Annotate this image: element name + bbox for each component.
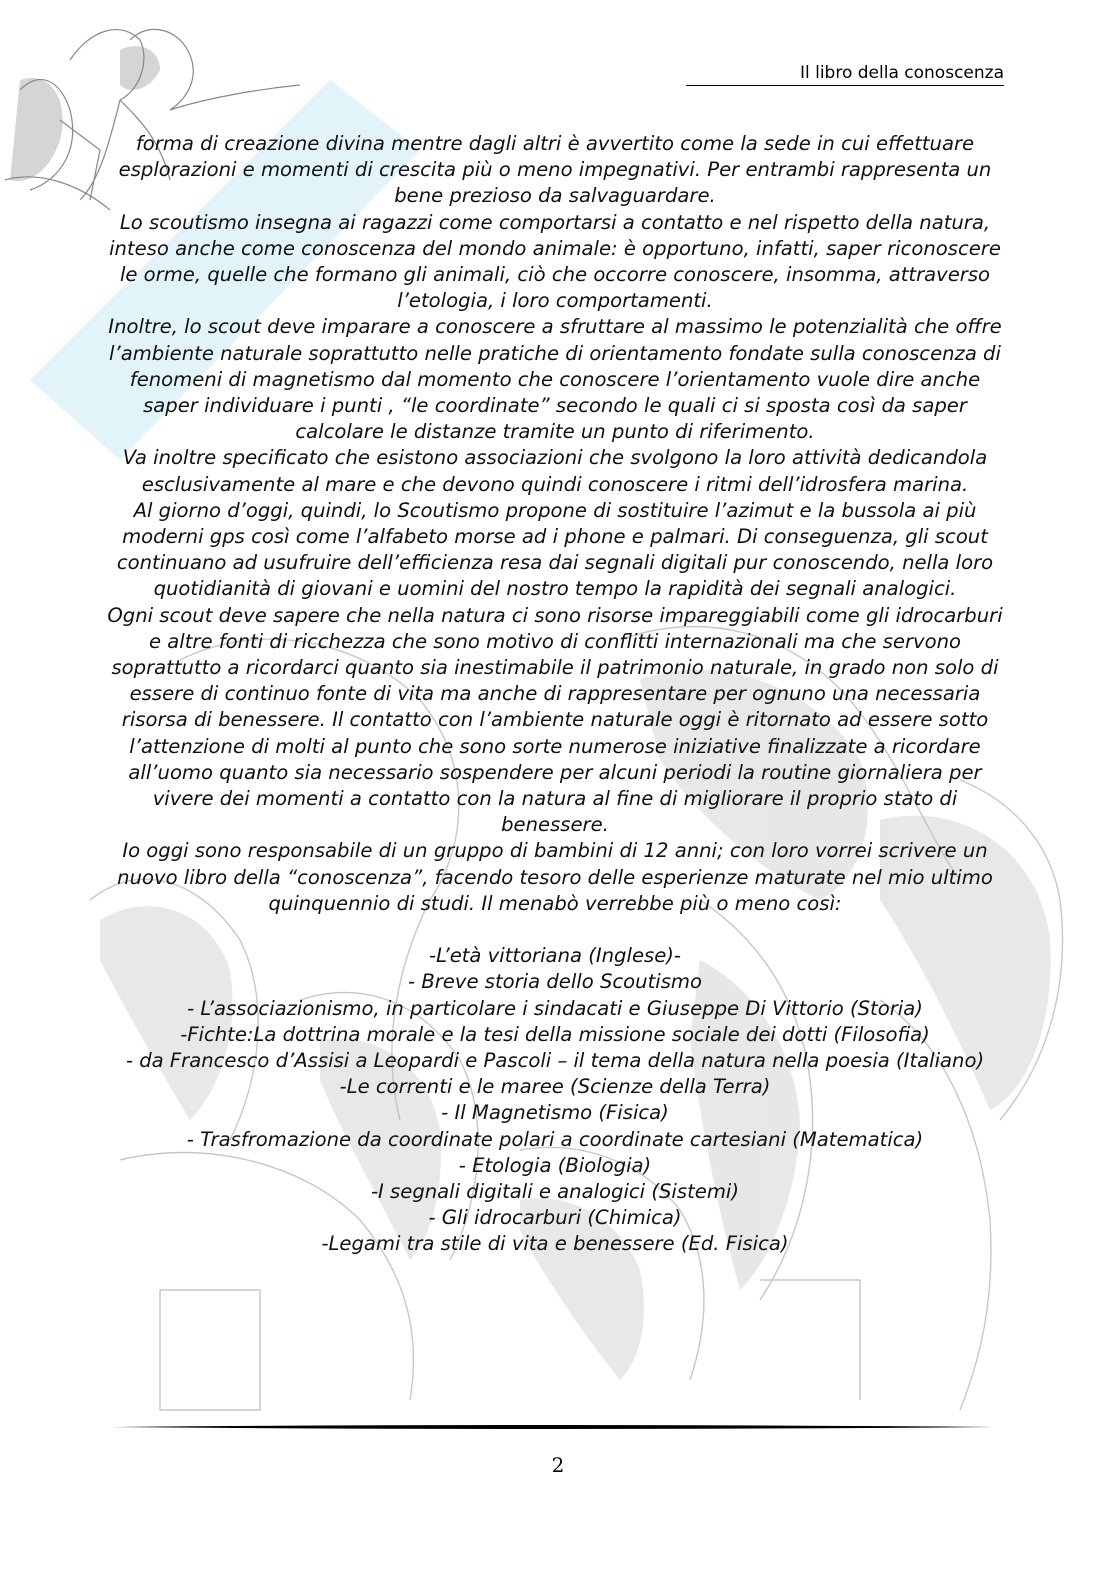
list-item: -Legami tra stile di vita e benessere (Ed. Fisica) [321, 1232, 789, 1256]
footer-rule [112, 1424, 994, 1430]
list-item: - L’associazionismo, in particolare i sindacati e Giuseppe Di Vittorio (Storia) [187, 996, 923, 1020]
blank-line [100, 917, 1010, 943]
list-item: - Etologia (Biologia) [458, 1153, 652, 1177]
page-number: 2 [551, 1453, 565, 1477]
list-item: - Trasfromazione da coordinate polari a coordinate cartesiani (Matematica) [186, 1127, 924, 1151]
paragraph: Lo scoutismo insegna ai ragazzi come comportarsi a contatto e nel rispetto della natura, inteso anche come conoscenza del mondo animale: è opportuno, infatti, saper riconoscere le orme, quelle che formano gli animali, ciò che occorre conoscere, insomma, attraverso l’etologia, i loro comportamenti. [109, 210, 1001, 313]
list-item: - Gli idrocarburi (Chimica) [428, 1206, 682, 1230]
topic-list [100, 943, 1010, 1257]
paragraph: Io oggi sono responsabile di un gruppo di bambini di 12 anni; con loro vorrei scrivere un nuovo libro della “conoscenza”, facendo tesoro delle esperienze maturate nel mio ultimo quinquennio di studi. Il menabò verrebbe più o meno così: [117, 839, 993, 915]
paragraph: forma di creazione divina mentre dagli altri è avvertito come la sede in cui effettuare esplorazioni e momenti di crescita più o meno impegnativi. Per entrambi rappresenta un bene prezioso da salvaguardare. [118, 132, 992, 208]
paragraph: Al giorno d’oggi, quindi, lo Scoutismo propone di sostituire l’azimut e la bussola ai più moderni gps così come l’alfabeto morse ad i phone e palmari. Di conseguenza, gli scout continuano ad usufruire dell’efficienza resa dai segnali digitali pur conoscendo, nella loro quotidianità di giovani e uomini del nostro tempo la rapidità dei segnali analogici. [116, 498, 994, 601]
list-item: - Il Magnetismo (Fisica) [441, 1101, 669, 1125]
paragraph: Ogni scout deve sapere che nella natura ci sono risorse impareggiabili come gli idrocarburi e altre fonti di ricchezza che sono motivo di conflitti internazionali ma che servono soprattutto a ricordarci quanto sia inestimabile il patrimonio naturale, in grado non solo di essere di continuo fonte di vita ma anche di rappresentare per ognuno una necessaria risorsa di benessere. Il contatto con l’ambiente naturale oggi è ritornato ad essere sotto l’attenzione di molti al punto che sono sorte numerose iniziative finalizzate a ricordare all’uomo quanto sia necessario sospendere per alcuni periodi la routine giornaliera per vivere dei momenti a contatto con la natura al fine di migliorare il proprio stato di benessere. [107, 603, 1003, 837]
paragraph: Inoltre, lo scout deve imparare a conoscere a sfruttare al massimo le potenzialità che offre l’ambiente naturale soprattutto nelle pratiche di orientamento fondate sulla conoscenza di fenomeni di magnetismo dal momento che conoscere l’orientamento vuole dire anche saper individuare i punti , “le coordinate” secondo le quali ci si sposta così da saper calcolare le distanze tramite un punto di riferimento. [108, 315, 1002, 444]
body-text [100, 131, 1010, 1258]
list-item: - Breve storia dello Scoutismo [408, 970, 702, 994]
paragraph: Va inoltre specificato che esistono associazioni che svolgono la loro attività dedicandola esclusivamente al mare e che devono quindi conoscere i ritmi dell’idrosfera marina. [122, 446, 988, 496]
list-item: -I segnali digitali e analogici (Sistemi) [370, 1179, 739, 1203]
list-item: -Le correnti e le maree (Scienze della Terra) [339, 1075, 771, 1099]
list-item: -Fichte:La dottrina morale e la tesi della missione sociale dei dotti (Filosofia) [180, 1022, 930, 1046]
running-header: Il libro della conoscenza [686, 62, 1004, 86]
list-item: -L’età vittoriana (Inglese)- [429, 944, 681, 968]
list-item: - da Francesco d’Assisi a Leopardi e Pascoli – il tema della natura nella poesia (Italiano) [125, 1048, 985, 1072]
